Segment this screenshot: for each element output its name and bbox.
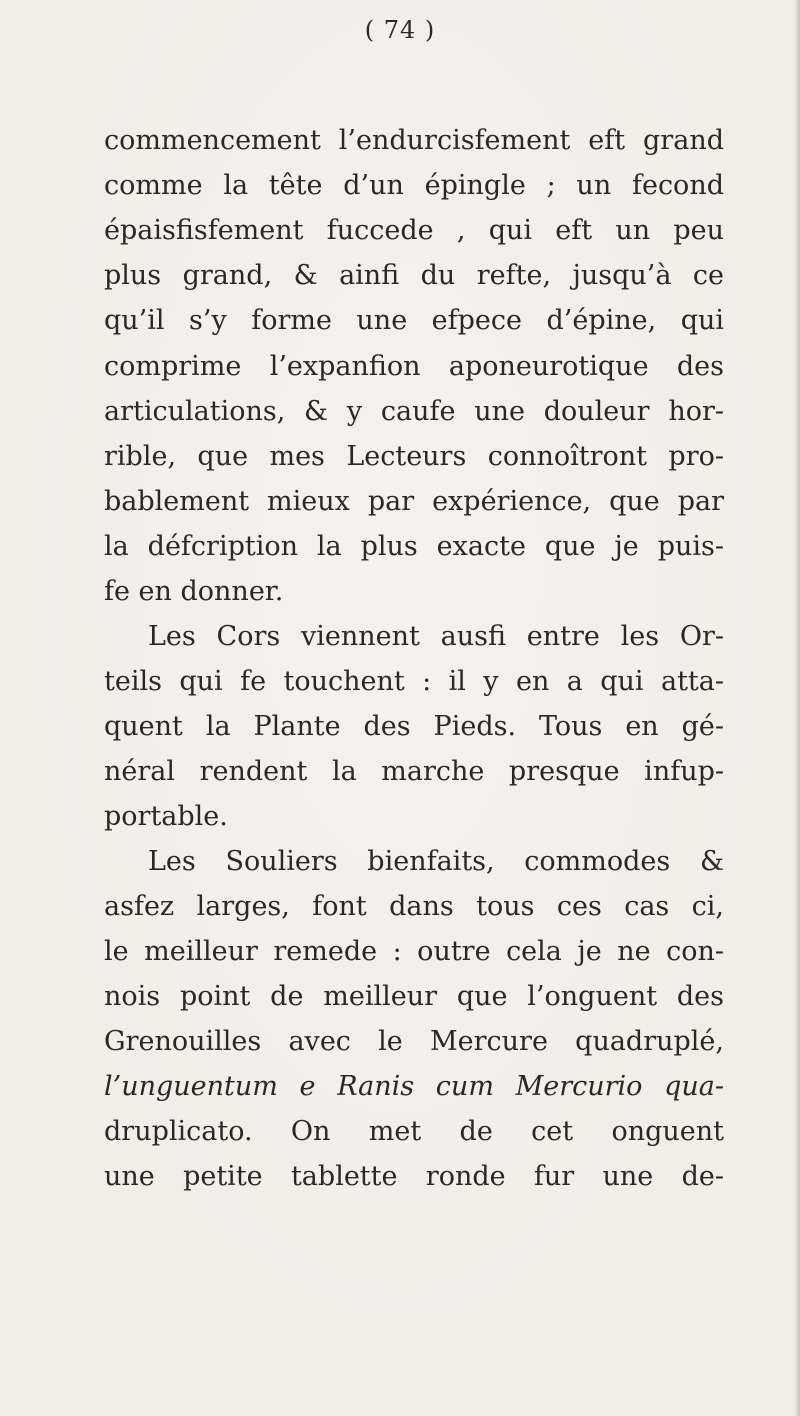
text-line: bablement mieux par expérience, que par — [104, 486, 724, 517]
text-line: rible, que mes Lecteurs connoîtront pro- — [104, 441, 724, 472]
text-line: commencement l’endurcisfement eft grand — [104, 125, 724, 156]
text-line: Les Cors viennent ausfi entre les Or- — [148, 621, 724, 652]
page-edge-shadow — [794, 0, 800, 1416]
text-line: néral rendent la marche presque infup- — [104, 756, 724, 787]
text-line: la défcription la plus exacte que je puis- — [104, 531, 724, 562]
text-line: une petite tablette ronde fur une de- — [104, 1161, 724, 1192]
text-line: fe en donner. — [104, 576, 284, 607]
text-line: articulations, & y caufe une douleur hor- — [104, 396, 724, 427]
text-line: asfez larges, font dans tous ces cas ci, — [104, 891, 724, 922]
text-line-latin: l’unguentum e Ranis cum Mercurio qua- — [104, 1071, 724, 1102]
text-line: qu’il s’y forme une efpece d’épine, qui — [104, 305, 724, 336]
text-line: quent la Plante des Pieds. Tous en gé- — [104, 711, 724, 742]
text-line: portable. — [104, 801, 228, 832]
text-line: comme la tête d’un épingle ; un fecond — [104, 170, 724, 201]
text-line: Grenouilles avec le Mercure quadruplé, — [104, 1026, 724, 1057]
text-line: druplicato. On met de cet onguent — [104, 1116, 724, 1147]
page-number: ( 74 ) — [364, 16, 436, 44]
text-line: plus grand, & ainfi du refte, jusqu’à ce — [104, 260, 724, 291]
text-line: nois point de meilleur que l’onguent des — [104, 981, 724, 1012]
text-line: épaisfisfement fuccede , qui eft un peu — [104, 215, 724, 246]
text-line: Les Souliers bienfaits, commodes & — [148, 846, 724, 877]
text-line: le meilleur remede : outre cela je ne con- — [104, 936, 724, 967]
text-line: teils qui fe touchent : il y en a qui atta- — [104, 666, 724, 697]
text-line: comprime l’expanfion aponeurotique des — [104, 351, 724, 382]
